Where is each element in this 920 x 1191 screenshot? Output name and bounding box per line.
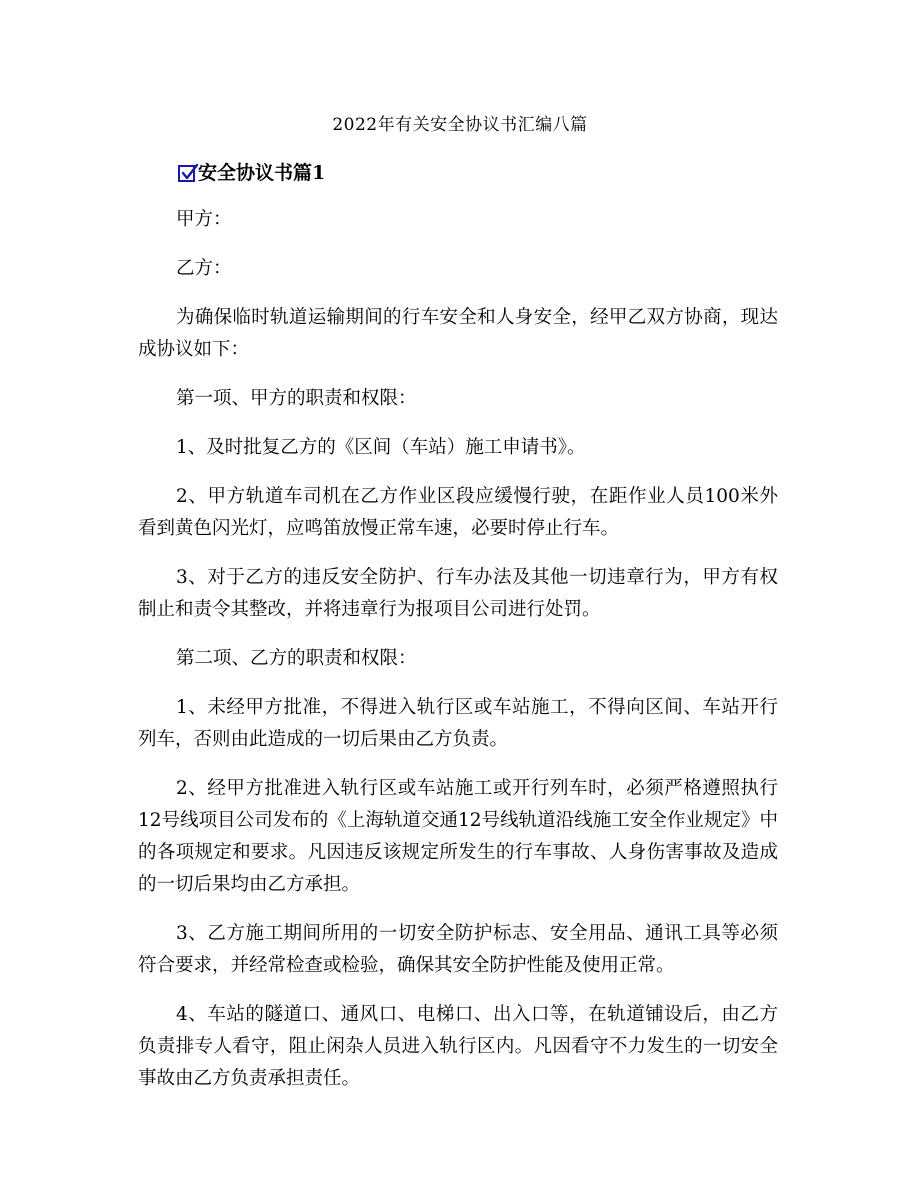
item-one-clause-3: 3、对于乙方的违反安全防护、行车办法及其他一切违章行为，甲方有权制止和责令其整改，并将违章行为报项目公司进行处罚。 <box>138 567 778 620</box>
item-one-clause-1: 1、及时批复乙方的《区间（车站）施工申请书》。 <box>176 437 586 458</box>
section-heading <box>178 158 325 188</box>
document-title: 2022年有关安全协议书汇编八篇 <box>332 115 588 135</box>
item-two-heading: 第二项、乙方的职责和权限： <box>176 648 417 669</box>
party-a-line: 甲方： <box>176 209 232 230</box>
checked-checkbox-icon <box>178 165 195 182</box>
item-one-clause-2: 2、甲方轨道车司机在乙方作业区段应缓慢行驶，在距作业人员100米外看到黄色闪光灯，应鸣笛放慢正常车速，必要时停止行车。 <box>138 486 778 539</box>
party-b-line: 乙方： <box>176 258 232 279</box>
document-body <box>138 204 778 1112</box>
item-one-heading: 第一项、甲方的职责和权限： <box>176 388 417 409</box>
item-two-clause-4: 4、车站的隧道口、通风口、电梯口、出入口等，在轨道铺设后，由乙方负责排专人看守，阻止闲杂人员进入轨行区内。凡因看守不力发生的一切安全事故由乙方负责承担责任。 <box>138 1004 778 1089</box>
item-two-clause-2: 2、经甲方批准进入轨行区或车站施工或开行列车时，必须严格遵照执行12号线项目公司发布的《上海轨道交通12号线轨道沿线施工安全作业规定》中的各项规定和要求。凡因违反该规定所发生的行车事故、人身伤害事故及造成的一切后果均由乙方承担。 <box>138 778 778 895</box>
section-heading-text: 安全协议书篇1 <box>198 162 326 184</box>
intro-paragraph: 为确保临时轨道运输期间的行车安全和人身安全，经甲乙双方协商，现达成协议如下： <box>138 307 778 360</box>
item-two-clause-1: 1、未经甲方批准，不得进入轨行区或车站施工，不得向区间、车站开行列车，否则由此造成的一切后果由乙方负责。 <box>138 697 778 750</box>
item-two-clause-3: 3、乙方施工期间所用的一切安全防护标志、安全用品、通讯工具等必须符合要求，并经常检查或检验，确保其安全防护性能及使用正常。 <box>138 923 778 976</box>
